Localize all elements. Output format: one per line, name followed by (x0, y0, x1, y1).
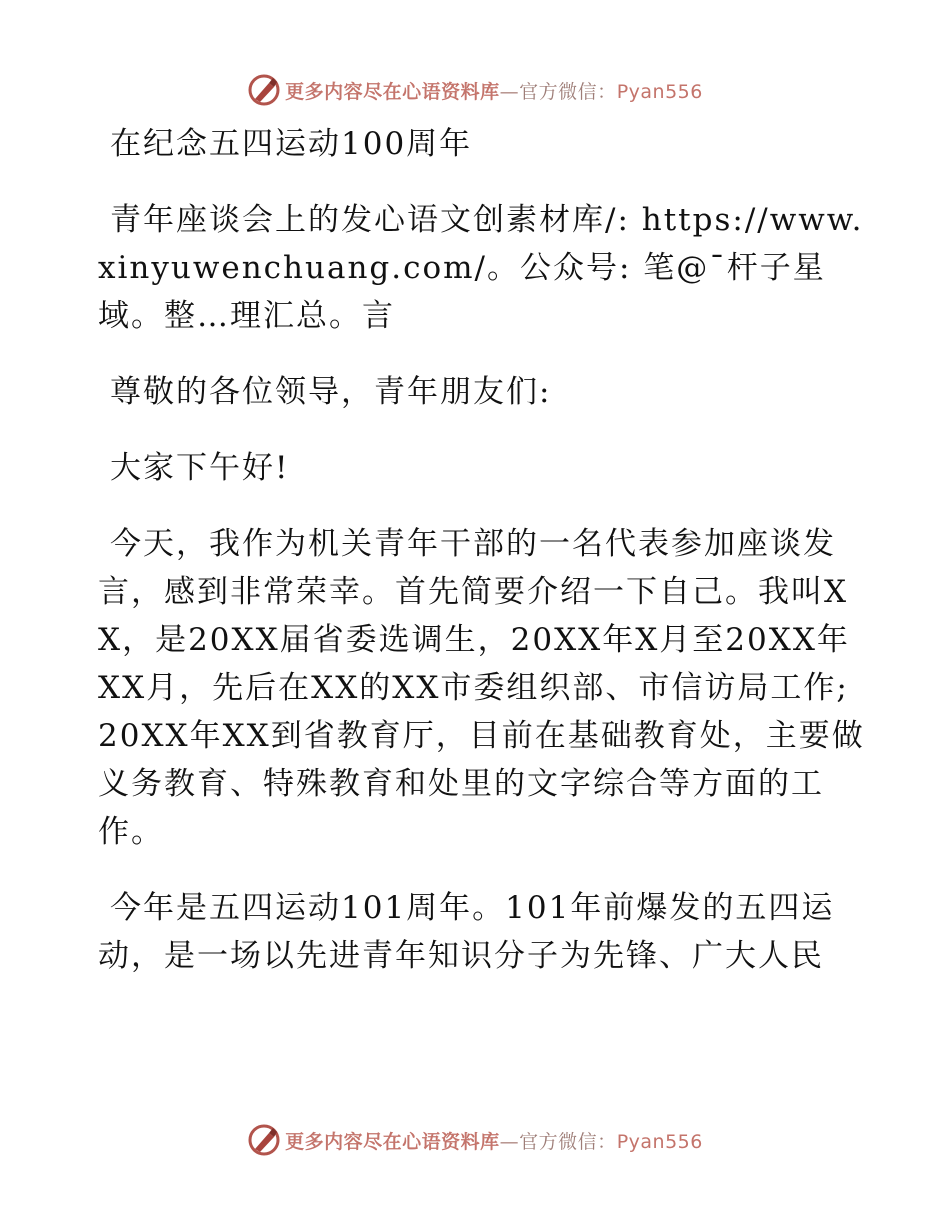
footer-wechat-label: 官方微信： (519, 1130, 617, 1153)
footer-banner (0, 1120, 950, 1160)
footer-wechat-id: Pyan556 (616, 1130, 703, 1153)
header-wechat-id: Pyan556 (616, 80, 703, 103)
header-dash: — (499, 80, 520, 103)
red-pen-circle-icon (247, 73, 281, 107)
red-pen-circle-icon (247, 1123, 281, 1157)
header-main-text: 更多内容尽在心语资料库 (285, 80, 500, 103)
footer-main-text: 更多内容尽在心语资料库 (285, 1130, 500, 1153)
footer-dash: — (499, 1130, 520, 1153)
salutation: 大家下午好! (110, 450, 290, 486)
paragraph-2: 今年是五四运动101周年。101年前爆发的五四运动，是一场以先进青年知识分子为先锋、广大人民 (98, 890, 835, 974)
header-wechat-label: 官方微信： (519, 80, 617, 103)
document-title-line: 在纪念五四运动100周年 (110, 126, 473, 162)
document-subtitle-block: 青年座谈会上的发心语文创素材库/: https://www.xinyuwenchuang.com/。公众号: 笔@¯杆子星域。整…理汇总。言 (98, 202, 864, 334)
header-text (285, 77, 703, 104)
document-body (98, 120, 868, 1008)
header-banner (0, 70, 950, 110)
greeting: 尊敬的各位领导，青年朋友们: (110, 374, 552, 410)
paragraph-1: 今天，我作为机关青年干部的一名代表参加座谈发言，感到非常荣幸。首先简要介绍一下自己。我叫XX，是20XX届省委选调生，20XX年X月至20XX年XX月，先后在XX的XX市委组织部、市信访局工作; 20XX年XX到省教育厅，目前在基础教育处，主要做义务教育、特殊教育和处里的文字综合等方面的工作。 (98, 526, 865, 850)
footer-text (285, 1127, 703, 1154)
